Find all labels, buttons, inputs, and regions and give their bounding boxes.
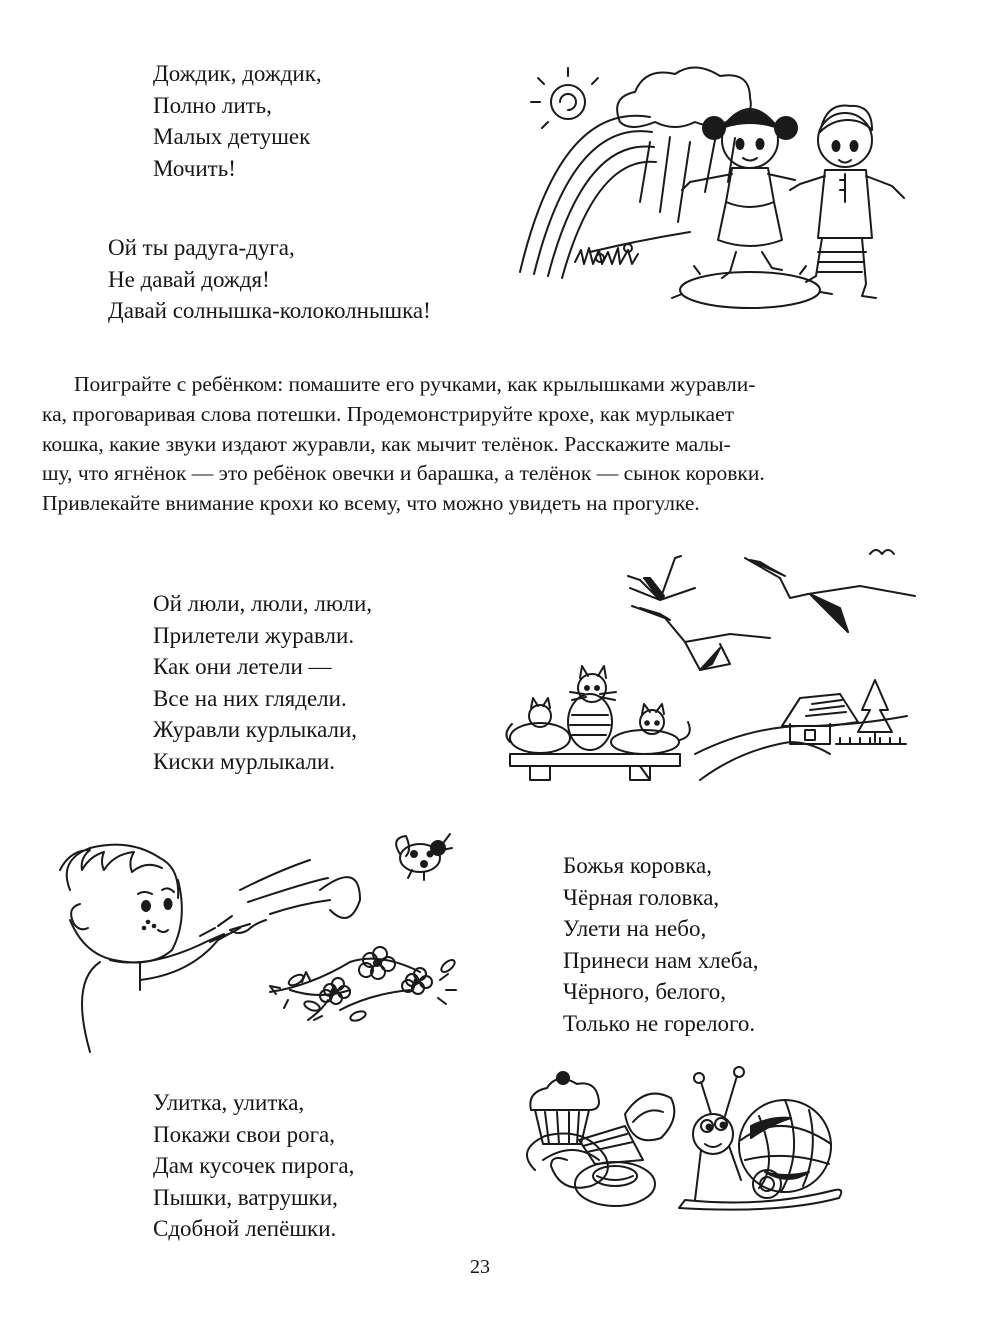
poem-line: Принеси нам хлеба, xyxy=(563,947,759,973)
poem-line: Ой ты радуга-дуга, xyxy=(108,235,295,260)
page-number: 23 xyxy=(470,1256,490,1278)
advice-line: шу, что ягнёнок — это ребёнок овечки и барашка, а телёнок — сынок коровки. xyxy=(42,461,765,486)
poem-snail xyxy=(153,1087,354,1245)
advice-paragraph xyxy=(42,370,942,519)
poem-line: Прилетели журавли. xyxy=(153,622,355,648)
children-rainbow-illustration xyxy=(500,62,920,342)
poem-line: Сдобной лепёшки. xyxy=(153,1216,337,1241)
poem-line: Мочить! xyxy=(153,155,236,181)
advice-line: Привлекайте внимание крохи ко всему, что можно увидеть на прогулке. xyxy=(42,491,700,516)
poem-line: Пышки, ватрушки, xyxy=(153,1184,338,1210)
poem-ladybug xyxy=(563,850,758,1039)
cats-house-illustration xyxy=(500,670,910,790)
poem-cranes xyxy=(153,588,372,777)
poem-line: Улитка, улитка, xyxy=(153,1090,305,1115)
poem-line: Журавли курлыкали, xyxy=(153,717,358,742)
poem-line: Все на них глядели. xyxy=(153,685,347,711)
snail-pastries-illustration xyxy=(515,1060,845,1220)
poem-line: Улети на небо, xyxy=(563,916,707,941)
poem-line: Полно лить, xyxy=(153,92,272,118)
poem-line: Дам кусочек пирога, xyxy=(153,1153,355,1178)
advice-line: Поиграйте с ребёнком: помашите его ручками, как крылышками журавли- xyxy=(74,372,756,396)
poem-line: Покажи свои рога, xyxy=(153,1121,335,1147)
poem-line: Не давай дождя! xyxy=(108,266,270,292)
poem-rainbow xyxy=(108,232,431,327)
poem-line: Только не горелого. xyxy=(563,1010,756,1036)
advice-line: кошка, какие звуки издают журавли, как мычит телёнок. Расскажите малы- xyxy=(42,431,731,456)
boy-ladybug-illustration xyxy=(40,830,480,1050)
poem-rain xyxy=(153,58,322,184)
poem-line: Малых детушек xyxy=(153,124,311,149)
cranes-illustration xyxy=(620,548,920,678)
poem-line: Чёрного, белого, xyxy=(563,979,727,1004)
advice-line: ка, проговаривая слова потешки. Продемонстрируйте крохе, как мурлыкает xyxy=(42,401,735,426)
poem-line: Дождик, дождик, xyxy=(153,61,322,86)
poem-line: Давай солнышка-колоколнышка! xyxy=(108,298,431,323)
poem-line: Божья коровка, xyxy=(563,853,712,878)
poem-line: Ой люли, люли, люли, xyxy=(153,591,373,616)
poem-line: Чёрная головка, xyxy=(563,884,720,910)
poem-line: Киски мурлыкали. xyxy=(153,748,336,774)
poem-line: Как они летели — xyxy=(153,654,332,679)
